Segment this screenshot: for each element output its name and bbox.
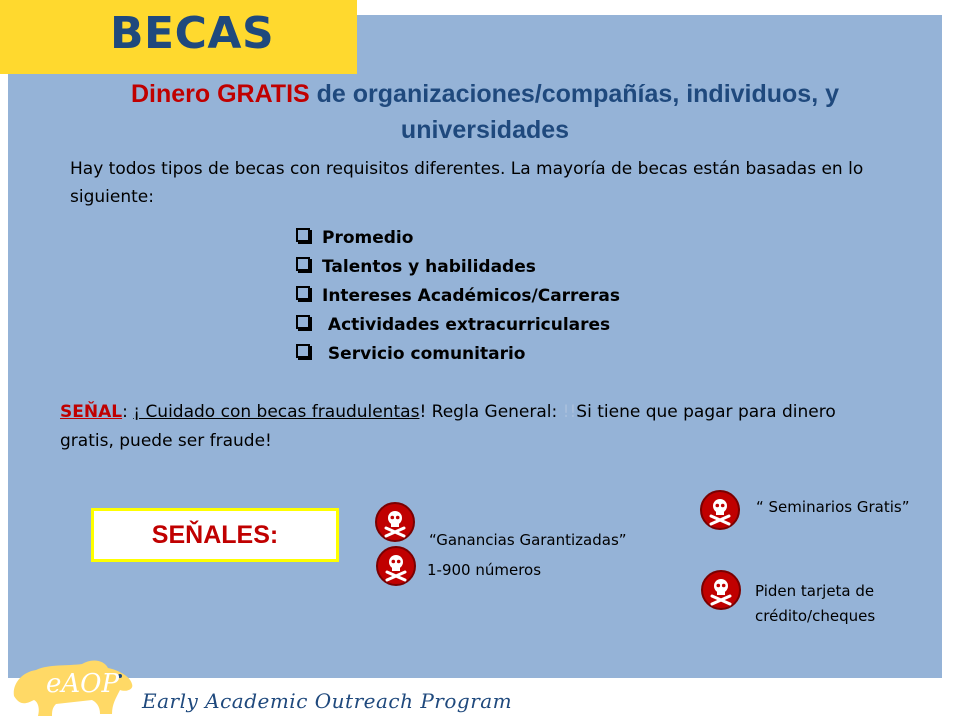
skull-crossbones-icon bbox=[701, 570, 741, 610]
intro-text: Hay todos tipos de becas con requisitos diferentes. La mayoría de becas están basadas en lo siguiente: bbox=[70, 159, 864, 207]
signal-item bbox=[701, 551, 905, 629]
subtitle-highlight: Dinero GRATIS bbox=[130, 80, 310, 108]
checkbox-bullet-icon bbox=[296, 315, 310, 329]
signal-item bbox=[700, 490, 909, 530]
skull-crossbones-icon bbox=[375, 502, 415, 542]
list-item: Promedio bbox=[296, 224, 620, 253]
warning-label: SEŇAL bbox=[60, 402, 123, 422]
checkbox-bullet-icon bbox=[296, 286, 310, 300]
criteria-list bbox=[296, 224, 620, 369]
skull-crossbones-icon bbox=[700, 490, 740, 530]
subtitle bbox=[60, 76, 910, 148]
warning-text: SEŇAL: ¡ Cuidado con becas fraudulentas! Regla General: !!Si tiene que pagar para dinero gratis, puede ser fraude! bbox=[60, 402, 836, 451]
logo-text: eAOP bbox=[46, 669, 119, 699]
list-item: Intereses Académicos/Carreras bbox=[296, 282, 620, 311]
signals-heading: SEŇALES: bbox=[91, 508, 339, 562]
list-item: Talentos y habilidades bbox=[296, 253, 620, 282]
checkbox-bullet-icon bbox=[296, 257, 310, 271]
checkbox-bullet-icon bbox=[296, 228, 310, 242]
list-item: Actividades extracurriculares bbox=[296, 311, 620, 340]
skull-crossbones-icon bbox=[376, 546, 416, 586]
program-name: Early Academic Outreach Program bbox=[142, 689, 513, 713]
signal-label: Piden tarjeta de crédito/cheques bbox=[755, 582, 876, 625]
warning-rule: Si tiene que pagar para dinero gratis, puede ser fraude! bbox=[60, 402, 836, 451]
checkbox-bullet-icon bbox=[296, 344, 310, 358]
signal-label: “ Seminarios Gratis” bbox=[756, 497, 910, 516]
signal-label: “Ganancias Garantizadas” bbox=[429, 531, 627, 549]
list-item: Servicio comunitario bbox=[296, 340, 620, 369]
page-title: BECAS bbox=[110, 8, 275, 59]
warning-caution: ¡ Cuidado con becas fraudulentas bbox=[133, 402, 420, 422]
title-box bbox=[0, 0, 357, 74]
signal-item bbox=[376, 546, 541, 586]
warning-faint-marks: !! bbox=[562, 402, 577, 422]
signal-item bbox=[375, 490, 627, 553]
signal-label: 1-900 números bbox=[427, 560, 542, 579]
bear-logo-icon bbox=[8, 654, 138, 720]
subtitle-rest: de organizaciones/compañías, individuos, y universidades bbox=[309, 80, 839, 144]
